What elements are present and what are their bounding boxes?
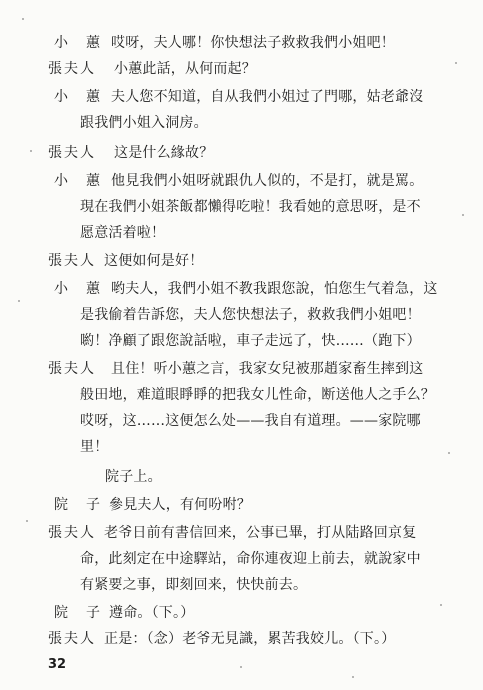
dialogue-text: 且住！听小蕙之言，我家女兒被那趙家畜生摔到这	[111, 361, 424, 377]
scan-speck	[440, 604, 442, 606]
dialogue-line-continuation	[0, 382, 483, 408]
dialogue-line	[0, 356, 483, 382]
dialogue-text: 現在我們小姐茶飯都懶得吃啦！我看她的意思呀，是不	[80, 199, 421, 215]
dialogue-line	[0, 276, 483, 302]
dialogue-text: 里！	[80, 439, 109, 455]
dialogue-text: 哎呀，这……这便怎么处——我自有道理。——家院哪	[80, 413, 421, 429]
dialogue-line	[0, 520, 483, 546]
scan-speck	[26, 520, 28, 522]
dialogue-text: 哟夫人，我們小姐不教我跟您說，怕您生气着急，这	[111, 281, 438, 297]
dialogue-text: 这便如何是好！	[104, 253, 204, 269]
dialogue-text: 有紧要之事，即刻回来，快快前去。	[80, 577, 308, 593]
dialogue-text: 正是：（念）老爷无見識，累苦我姣儿。（下。）	[104, 631, 396, 647]
speaker-name: 張夫人	[48, 361, 96, 377]
speaker-name: 院 子	[54, 497, 100, 513]
speaker-name: 小 蕙	[54, 89, 100, 105]
dialogue-text: 哎呀，夫人哪！你快想法子救救我們小姐吧！	[111, 35, 395, 51]
dialogue-line-continuation	[0, 194, 483, 220]
dialogue-line	[0, 168, 483, 194]
page-number: 32	[48, 657, 67, 672]
dialogue-text: 老爷日前有書信回来，公事已畢，打从陆路回京复	[104, 525, 417, 541]
dialogue-line	[0, 492, 483, 518]
dialogue-line-continuation	[0, 408, 483, 434]
dialogue-text: 小蕙此話，从何而起？	[114, 61, 256, 77]
dialogue-text: 夫人您不知道，自从我們小姐过了門哪，姑老爺沒	[111, 89, 424, 105]
dialogue-text: 跟我們小姐入洞房。	[80, 115, 208, 131]
dialogue-line-continuation	[0, 302, 483, 328]
dialogue-line-continuation	[0, 572, 483, 598]
dialogue-line	[0, 600, 483, 626]
stage-direction-text: 院子上。	[105, 469, 162, 485]
dialogue-line-continuation	[0, 328, 483, 354]
dialogue-text: 參見夫人，有何吩咐？	[109, 497, 251, 513]
dialogue-text: 他見我們小姐呀就跟仇人似的，不是打，就是罵。	[111, 173, 424, 189]
dialogue-line-continuation	[0, 220, 483, 246]
dialogue-line	[0, 56, 483, 82]
speaker-name: 張夫人	[48, 525, 96, 541]
dialogue-text: 愿意活着啦！	[80, 225, 166, 241]
speaker-name: 張夫人	[48, 61, 96, 77]
dialogue-line	[0, 626, 483, 652]
speaker-name: 小 蕙	[54, 281, 100, 297]
stage-direction	[0, 464, 483, 490]
dialogue-line	[0, 248, 483, 274]
dialogue-text: 命，此刻定在中途驛站，命你連夜迎上前去，就說家中	[80, 551, 421, 567]
dialogue-line	[0, 30, 483, 56]
dialogue-line	[0, 140, 483, 166]
dialogue-line-continuation	[0, 434, 483, 460]
scan-speck	[448, 452, 450, 454]
dialogue-line-continuation	[0, 546, 483, 572]
dialogue-text: 是我偷着告訴您，夫人您快想法子，救救我們小姐吧！	[80, 307, 421, 323]
dialogue-line	[0, 84, 483, 110]
scan-speck	[240, 666, 242, 668]
scan-speck	[455, 62, 457, 64]
dialogue-text: 这是什么緣故？	[114, 145, 214, 161]
scan-speck	[462, 214, 464, 216]
speaker-name: 張夫人	[48, 145, 96, 161]
dialogue-text: 喲！净顧了跟您說話啦，車子走远了，快……（跑下）	[80, 333, 421, 349]
speaker-name: 小 蕙	[54, 173, 100, 189]
scan-speck	[18, 300, 20, 302]
scan-speck	[22, 18, 24, 20]
dialogue-line-continuation	[0, 110, 483, 136]
speaker-name: 張夫人	[48, 631, 96, 647]
scan-speck	[352, 676, 354, 678]
speaker-name: 小 蕙	[54, 35, 100, 51]
speaker-name: 張夫人	[48, 253, 96, 269]
dialogue-text: 遵命。（下。）	[109, 605, 195, 621]
scan-speck	[30, 150, 32, 152]
dialogue-text: 般田地，难道眼睜睜的把我女儿性命，断送他人之手么？	[80, 387, 435, 403]
speaker-name: 院 子	[54, 605, 100, 621]
